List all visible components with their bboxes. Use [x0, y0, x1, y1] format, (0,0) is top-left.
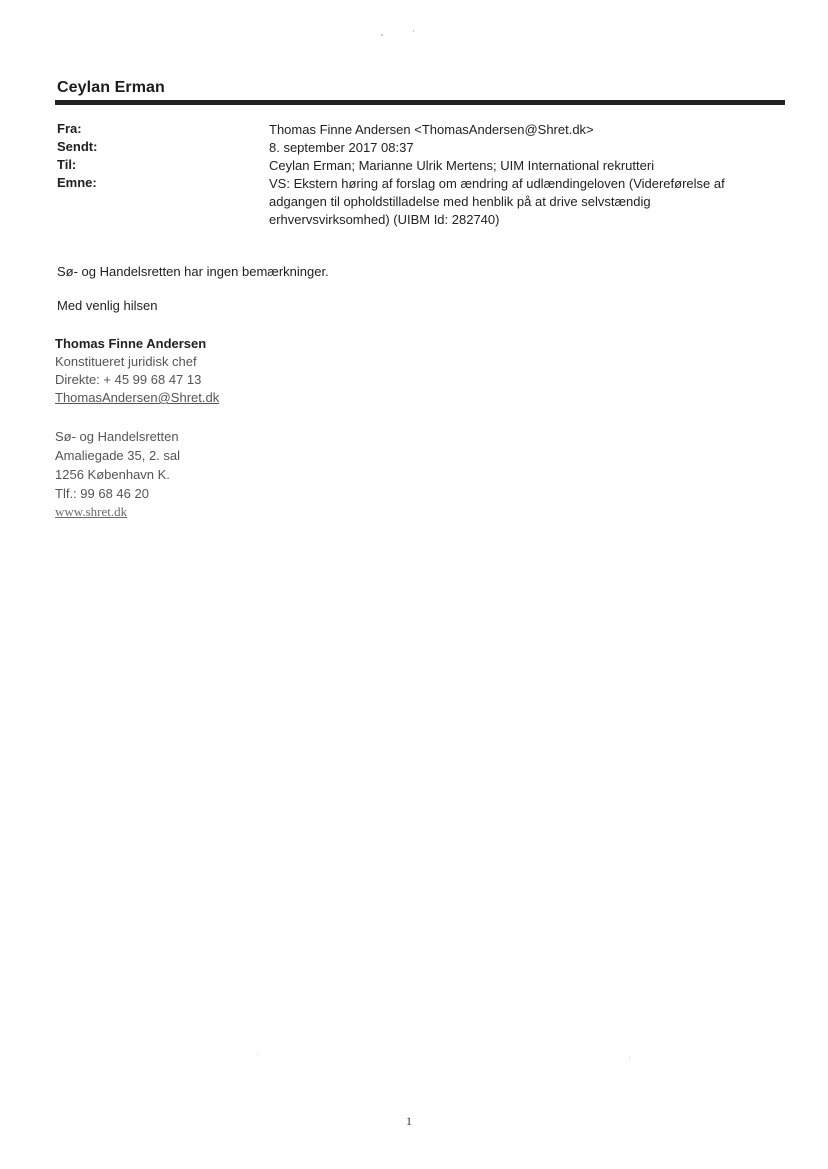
to-value: Ceylan Erman; Marianne Ulrik Mertens; UIM International rekrutteri — [269, 158, 655, 173]
scan-speck — [629, 1057, 630, 1058]
address-phone: Tlf.: 99 68 46 20 — [55, 486, 149, 501]
sent-label: Sendt: — [57, 139, 98, 154]
from-value: Thomas Finne Andersen <ThomasAndersen@Shret.dk> — [269, 122, 594, 137]
address-city: 1256 København K. — [55, 467, 170, 482]
to-label: Til: — [57, 157, 77, 172]
signature-name: Thomas Finne Andersen — [55, 336, 207, 351]
subject-value — [269, 175, 769, 229]
signature-email-link[interactable]: ThomasAndersen@Shret.dk — [55, 390, 220, 405]
signature-phone: Direkte: + 45 99 68 47 13 — [55, 372, 202, 387]
header-divider — [55, 100, 785, 105]
subject-line: erhvervsvirksomhed) (UIBM Id: 282740) — [269, 212, 500, 227]
address-street: Amaliegade 35, 2. sal — [55, 448, 181, 463]
address-organization: Sø- og Handelsretten — [55, 429, 179, 444]
closing-greeting: Med venlig hilsen — [57, 298, 158, 313]
from-label: Fra: — [57, 121, 82, 136]
scan-speck — [413, 30, 414, 32]
sent-value: 8. september 2017 08:37 — [269, 140, 414, 155]
scan-speck — [381, 34, 383, 36]
signature-title: Konstitueret juridisk chef — [55, 354, 197, 369]
scan-speck — [257, 1054, 258, 1055]
subject-line: VS: Ekstern høring af forslag om ændring af udlændingeloven (Videreførelse af — [269, 176, 725, 191]
subject-label: Emne: — [57, 175, 97, 190]
mailbox-owner-name: Ceylan Erman — [57, 79, 165, 96]
page-number: 1 — [406, 1114, 412, 1128]
website-link[interactable]: www.shret.dk — [55, 504, 128, 519]
message-body-text: Sø- og Handelsretten har ingen bemærkninger. — [57, 264, 329, 279]
subject-line: adgangen til opholdstilladelse med henblik på at drive selvstændig — [269, 194, 651, 209]
